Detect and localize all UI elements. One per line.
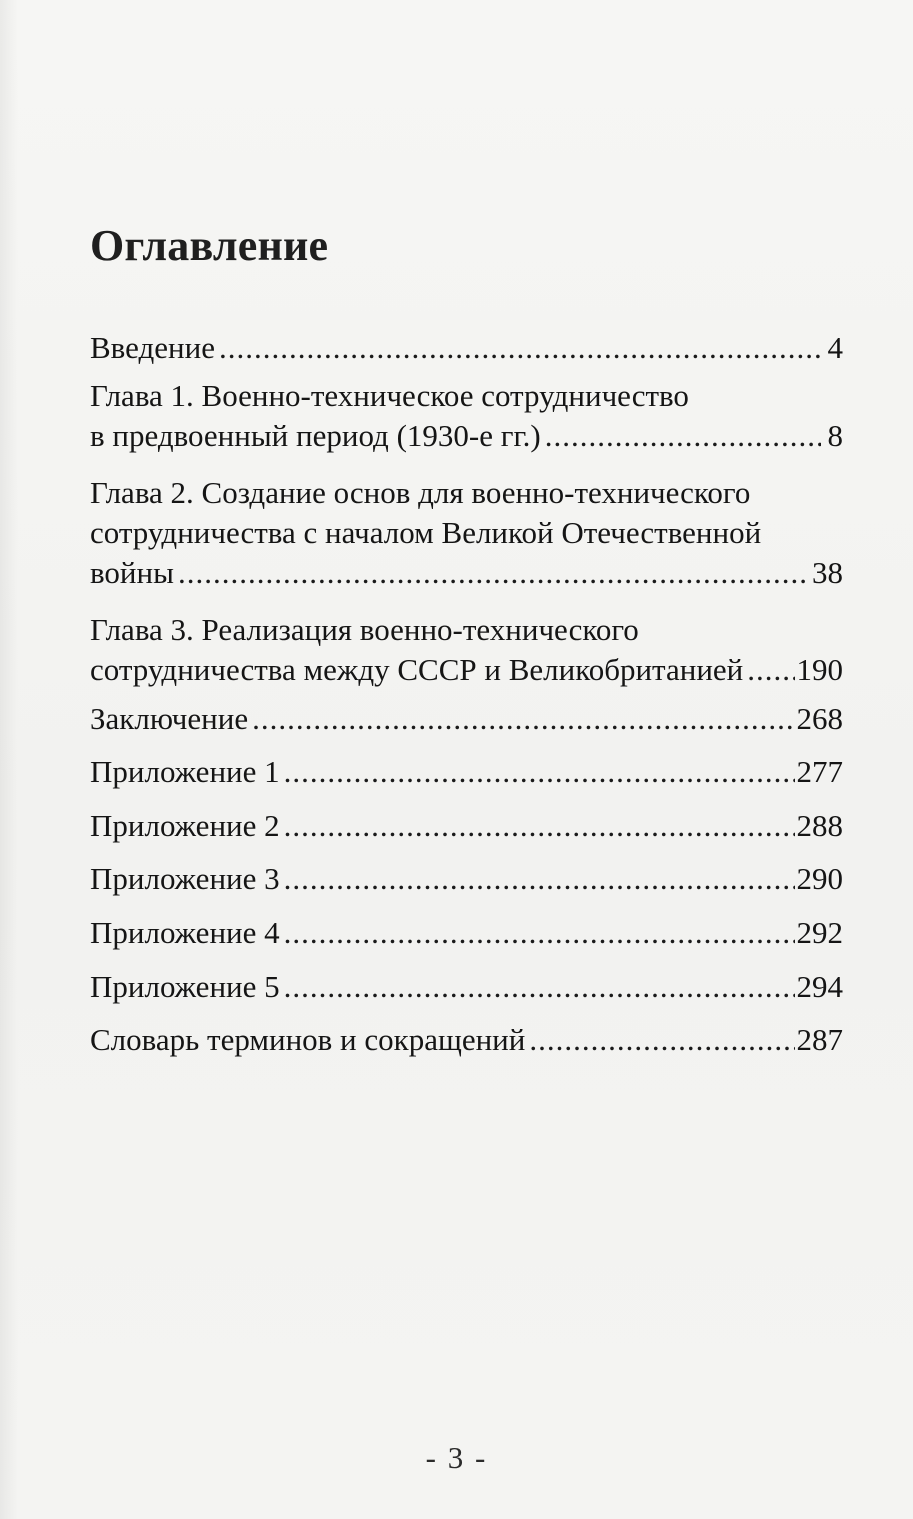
dot-leader bbox=[284, 806, 795, 846]
toc-page-number: 290 bbox=[796, 861, 843, 896]
toc-entry-title: Приложение 5 bbox=[90, 969, 280, 1004]
toc-page-number: 292 bbox=[796, 915, 843, 950]
dot-leader bbox=[545, 416, 821, 456]
dot-leader bbox=[284, 752, 795, 792]
toc-page-number: 8 bbox=[827, 418, 843, 453]
page-number: - 3 - bbox=[425, 1440, 488, 1475]
dot-leader bbox=[252, 699, 794, 739]
dot-leader bbox=[529, 1020, 794, 1060]
toc-entry-title: Словарь терминов и сокращений bbox=[90, 1022, 526, 1057]
toc-entry-title: Введение bbox=[90, 330, 215, 365]
toc-page-number: 288 bbox=[796, 808, 843, 843]
toc-entry-title-continued: сотрудничества между СССР и Великобританией bbox=[90, 652, 744, 687]
toc-page-number: 38 bbox=[812, 555, 843, 590]
toc-entry-chapter-2 bbox=[90, 473, 843, 593]
toc-entry-chapter-3 bbox=[90, 610, 843, 690]
toc-page-number: 268 bbox=[796, 701, 843, 736]
toc-page-number: 190 bbox=[796, 652, 843, 687]
toc-page-number: 277 bbox=[796, 754, 843, 789]
toc-entry-title-continued: сотрудничества с началом Великой Отечественной bbox=[90, 515, 762, 550]
dot-leader bbox=[219, 328, 821, 368]
toc-entry-glossary bbox=[90, 1020, 843, 1060]
dot-leader bbox=[284, 967, 795, 1007]
page-edge-shadow bbox=[0, 0, 18, 1519]
toc-entry-conclusion bbox=[90, 699, 843, 739]
toc-page-number: 287 bbox=[796, 1022, 843, 1057]
toc-entry-appendix-2 bbox=[90, 806, 843, 846]
toc-entry-appendix-1 bbox=[90, 752, 843, 792]
table-of-contents bbox=[90, 328, 843, 1060]
dot-leader bbox=[747, 650, 794, 690]
dot-leader bbox=[284, 859, 795, 899]
toc-entry-appendix-3 bbox=[90, 859, 843, 899]
toc-entry-appendix-5 bbox=[90, 967, 843, 1007]
toc-entry-title: Приложение 3 bbox=[90, 861, 280, 896]
toc-entry-title: Приложение 4 bbox=[90, 915, 280, 950]
toc-entry-title-end: войны bbox=[90, 555, 174, 590]
page-title: Оглавление bbox=[90, 221, 329, 270]
toc-entry-title-continued: в предвоенный период (1930-е гг.) bbox=[90, 418, 541, 453]
dot-leader bbox=[178, 553, 810, 593]
toc-entry-chapter-1 bbox=[90, 376, 843, 456]
toc-entry-introduction bbox=[90, 328, 843, 368]
toc-entry-appendix-4 bbox=[90, 913, 843, 953]
toc-entry-title: Глава 1. Военно-техническое сотрудничество bbox=[90, 378, 689, 413]
toc-entry-title: Приложение 1 bbox=[90, 754, 280, 789]
toc-entry-title: Приложение 2 bbox=[90, 808, 280, 843]
toc-page-number: 4 bbox=[827, 330, 843, 365]
toc-entry-title: Глава 2. Создание основ для военно-технического bbox=[90, 475, 751, 510]
toc-entry-title: Заключение bbox=[90, 701, 249, 736]
toc-entry-title: Глава 3. Реализация военно-технического bbox=[90, 612, 639, 647]
dot-leader bbox=[284, 913, 795, 953]
toc-page-number: 294 bbox=[796, 969, 843, 1004]
